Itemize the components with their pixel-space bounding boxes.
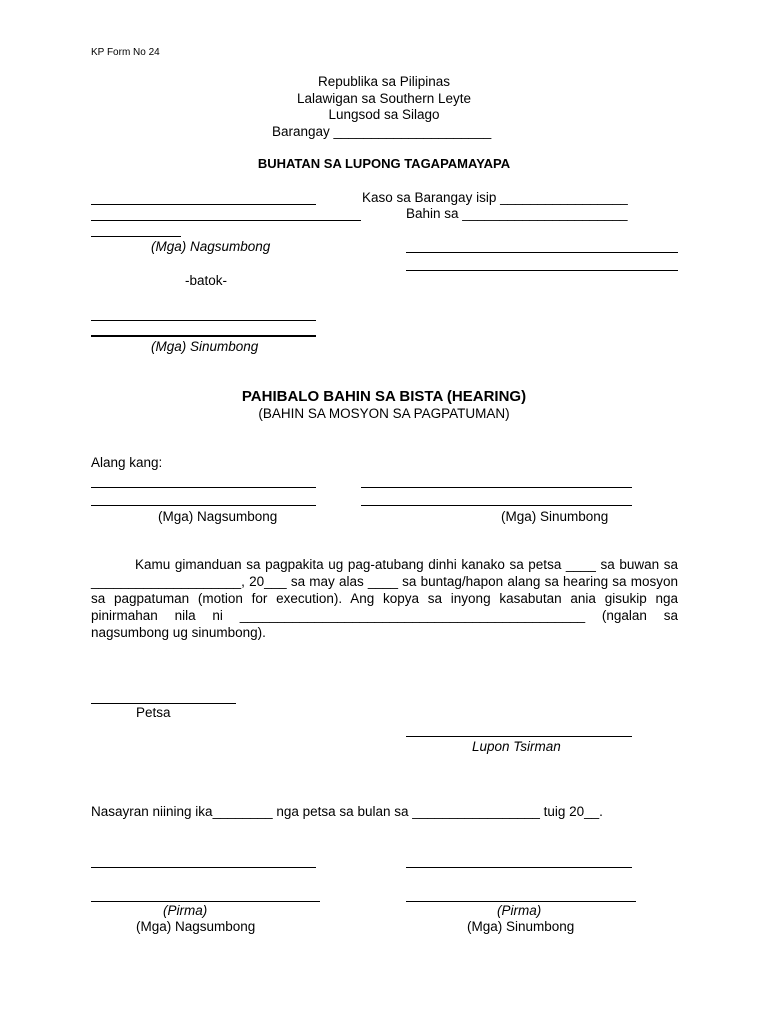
sig-right-line-2 <box>406 901 636 902</box>
respondent-line-1 <box>91 320 316 321</box>
addressee-complainant-label: (Mga) Nagsumbong <box>158 509 278 524</box>
addressee-right-line-1 <box>361 487 632 488</box>
body-text: Kamu gimanduan sa pagpakita ug pag-atubang dinhi kanako sa petsa ____ sa buwan sa ____________________, 20___ sa may alas ____ sa buntag/hapon alang sa hearing sa mosyon sa pagpatuman (motion for execution). Ang kopya sa inyong kasabutan ania gisukip nga pinirmahan nila ni ______________________________________________ (ngalan sa nagsumbong ug sinumbong). <box>91 557 678 640</box>
addressee-left-line-2 <box>91 505 316 506</box>
case-subject: Bahin sa ______________________ <box>406 206 628 221</box>
header-province: Lalawigan sa Southern Leyte <box>296 91 472 106</box>
addressee-respondent-label: (Mga) Sinumbong <box>501 509 609 524</box>
complainant-line-3 <box>91 236 181 237</box>
date-label: Petsa <box>136 705 171 720</box>
header-republic: Republika sa Pilipinas <box>317 74 451 89</box>
addressee-to: Alang kang: <box>91 455 163 470</box>
complainant-line-2 <box>91 220 361 221</box>
chairman-label: Lupon Tsirman <box>472 739 561 754</box>
subject-line-3 <box>406 270 678 271</box>
office-title: BUHATAN SA LUPONG TAGAPAMAYAPA <box>257 156 511 171</box>
subject-line-2 <box>406 252 678 253</box>
body-paragraph <box>91 556 678 641</box>
respondent-line-2 <box>91 335 316 337</box>
addressee-left-line-1 <box>91 487 316 488</box>
sig-right-role: (Mga) Sinumbong <box>467 919 575 934</box>
sig-left-label: (Pirma) <box>163 903 208 918</box>
sig-left-line-2 <box>91 901 320 902</box>
sig-right-label: (Pirma) <box>497 903 542 918</box>
chairman-line <box>406 736 632 737</box>
served-text: Nasayran niining ika________ nga petsa sa bulan sa _________________ tuig 20__. <box>91 804 603 819</box>
case-number: Kaso sa Barangay isip _________________ <box>362 190 628 205</box>
header-barangay: Barangay _____________________ <box>272 124 492 139</box>
case-complainant-label: (Mga) Nagsumbong <box>151 239 271 254</box>
sig-right-line-1 <box>406 867 632 868</box>
case-respondent-label: (Mga) Sinumbong <box>151 339 259 354</box>
notice-subtitle: (BAHIN SA MOSYON SA PAGPATUMAN) <box>258 406 510 421</box>
sig-left-line-1 <box>91 867 316 868</box>
sig-left-role: (Mga) Nagsumbong <box>136 919 256 934</box>
form-number: KP Form No 24 <box>91 47 160 58</box>
header-city: Lungsod sa Silago <box>328 107 440 122</box>
complainant-line-1 <box>91 204 316 205</box>
notice-title: PAHIBALO BAHIN SA BISTA (HEARING) <box>241 388 527 405</box>
versus-text: -batok- <box>185 273 228 288</box>
addressee-right-line-2 <box>361 505 632 506</box>
date-line <box>91 703 236 704</box>
